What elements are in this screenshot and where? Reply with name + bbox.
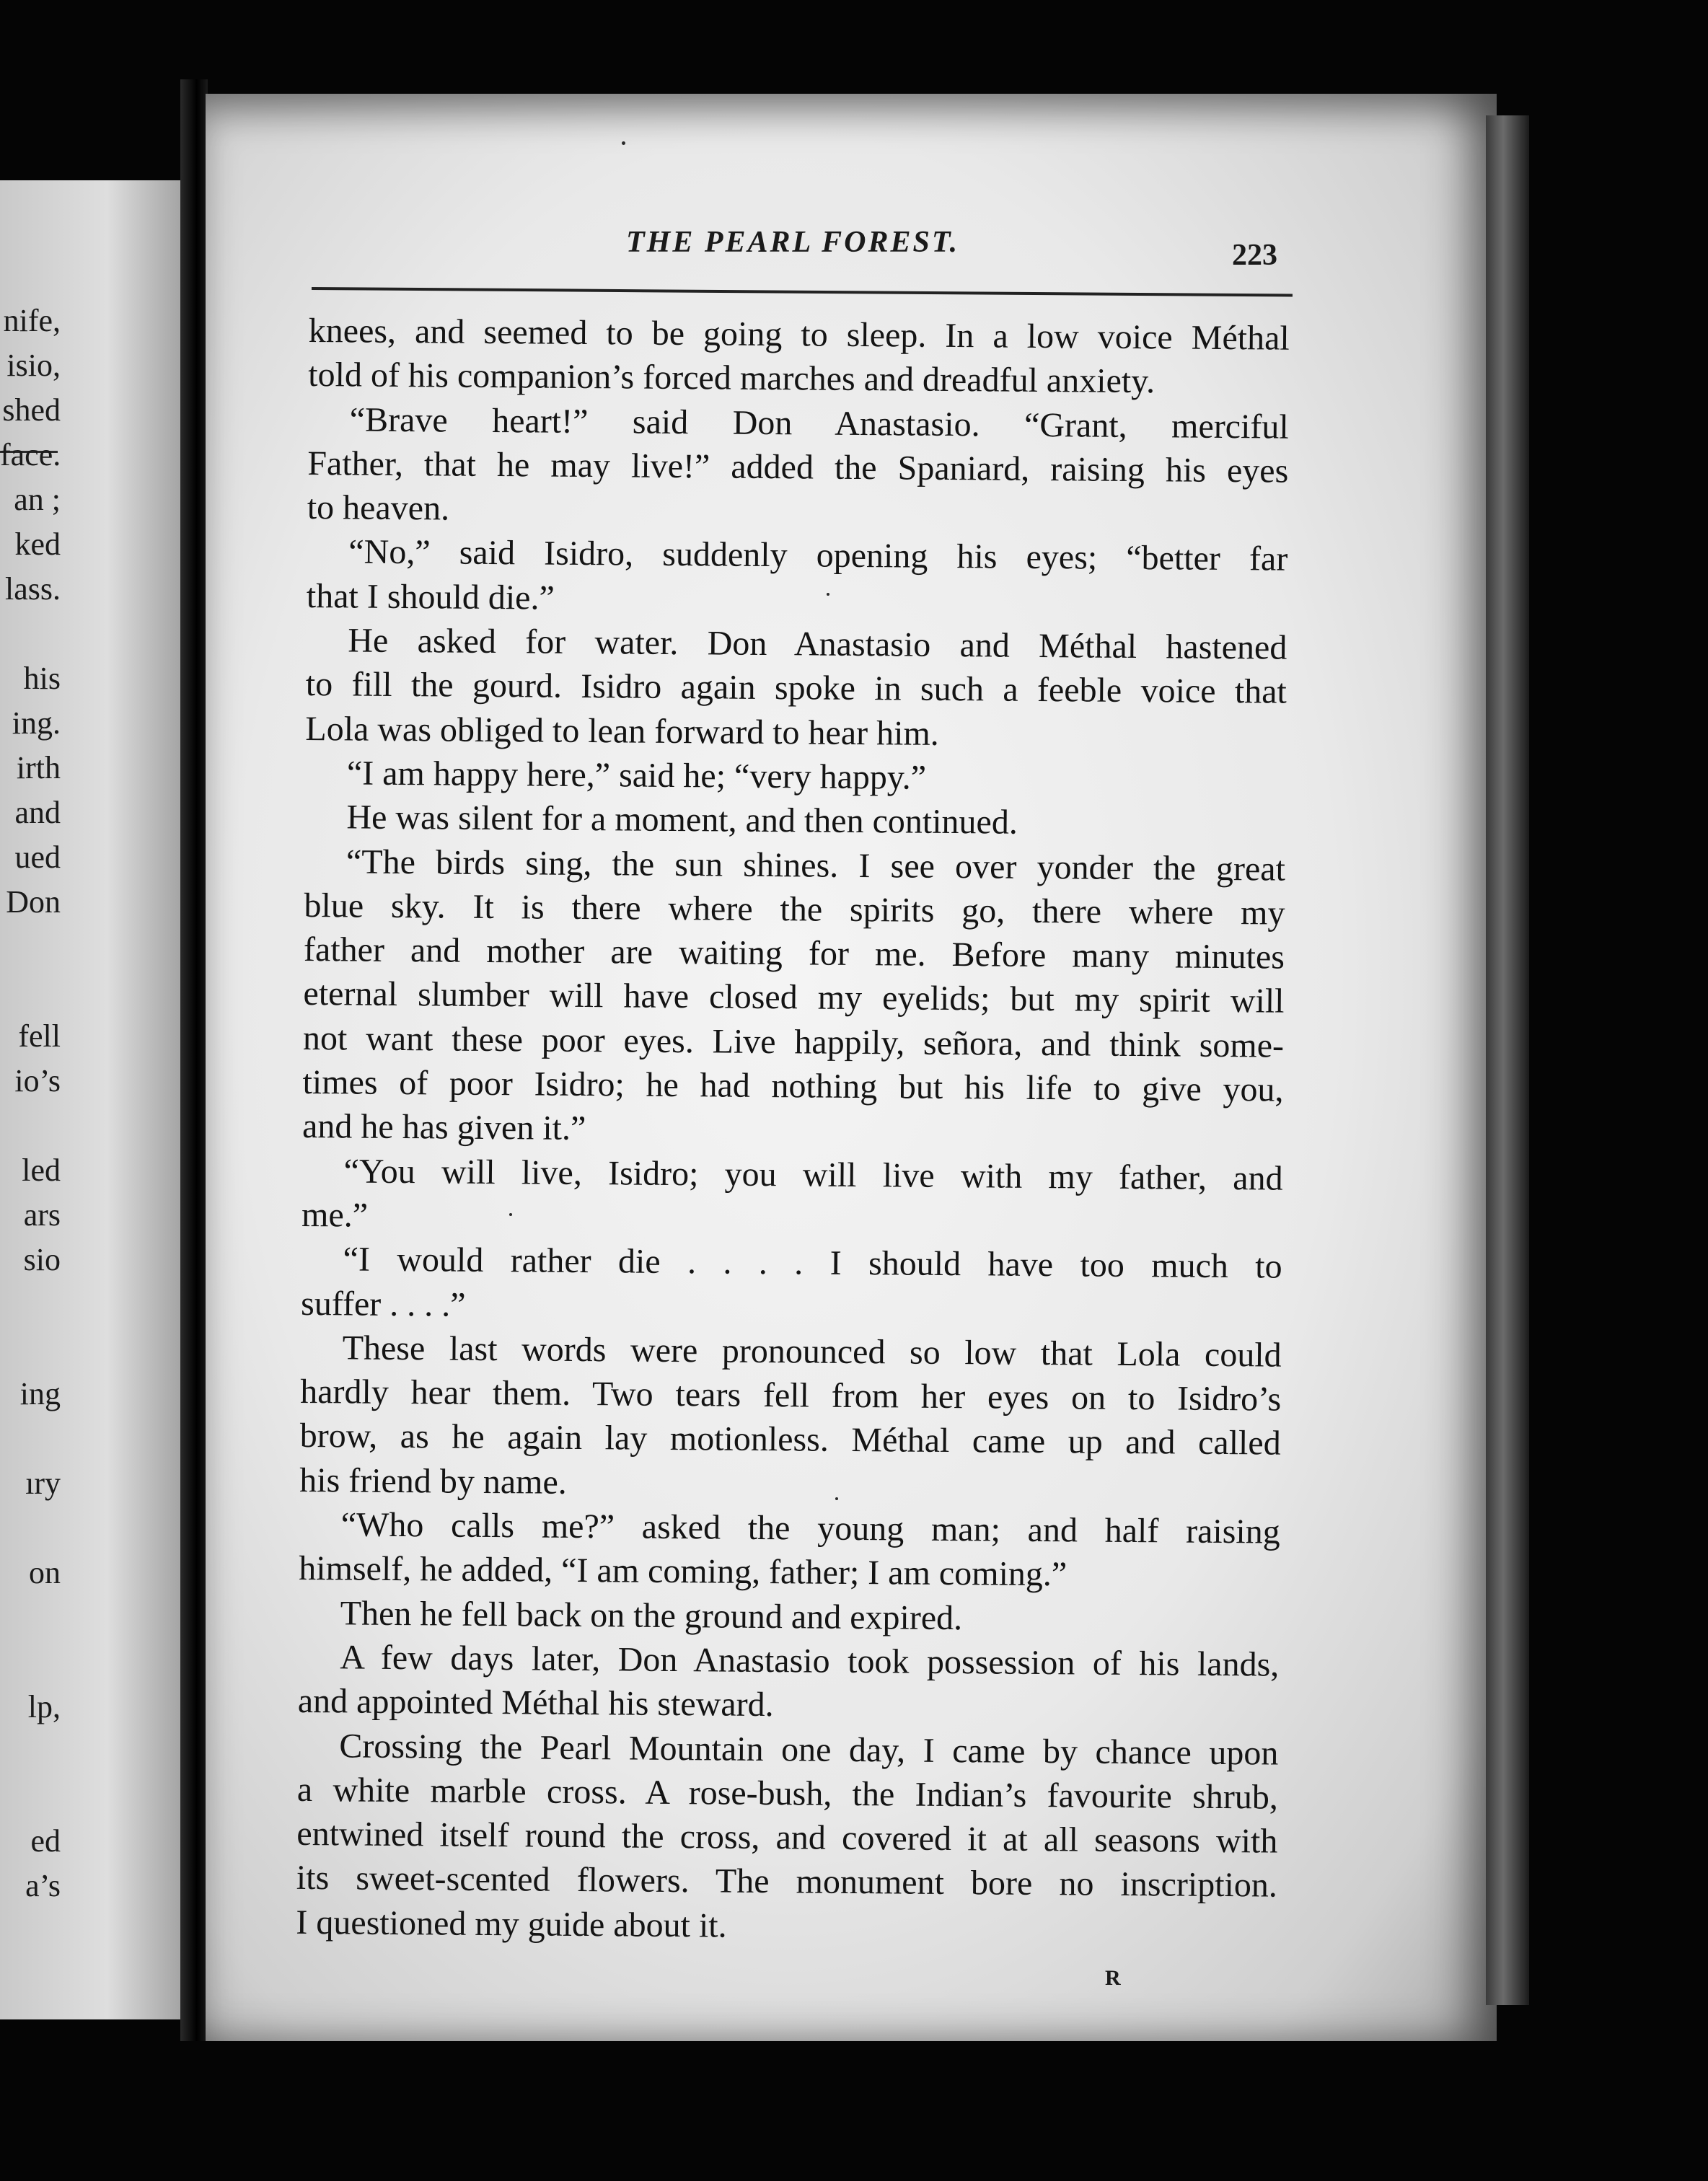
right-page-edge-shadow [1486, 115, 1529, 2005]
text-line: “I would rather die . . . . I should have too much to [343, 1240, 1282, 1286]
body-text [296, 309, 1290, 1952]
text-line: “Who calls me?” asked the young man; and half raising [340, 1505, 1280, 1551]
text-line: to heaven. [307, 488, 450, 528]
signature-mark: R [1105, 1966, 1121, 1990]
left-page-fragment: sio [23, 1242, 61, 1277]
text-line: blue sky. It is there where the spirits go, there where my [304, 886, 1285, 933]
text-line: entwined itself round the cross, and covered it at all seasons with [296, 1815, 1278, 1861]
left-page-fragment: isio, [6, 348, 61, 383]
left-page-fragment: ıry [25, 1466, 61, 1501]
print-speck [622, 141, 625, 145]
text-line: I questioned my guide about it. [296, 1903, 727, 1945]
text-line: Father, that he may live!” added the Spaniard, raising his eyes [307, 444, 1289, 490]
text-line: “You will live, Isidro; you will live with my father, and [343, 1152, 1283, 1198]
left-page-fragment: ued [14, 840, 61, 875]
text-line: not want these poor eyes. Live happily, señora, and think some- [302, 1018, 1285, 1065]
text-line: “Brave heart!” said Don Anastasio. “Grant, merciful [349, 400, 1289, 446]
left-page-fragment: an ; [14, 482, 61, 517]
text-line: father and mother are waiting for me. Before many minutes [303, 930, 1285, 977]
left-page-fragment: and [14, 795, 61, 830]
text-line: eternal slumber will have closed my eyelids; but my spirit will [303, 974, 1285, 1021]
print-speck [827, 593, 829, 596]
text-line: brow, as he again lay motionless. Méthal came up and called [299, 1416, 1281, 1463]
text-line: told of his companion’s forced marches and dreadful anxiety. [308, 356, 1155, 401]
left-page-fragment: Don [6, 884, 61, 920]
text-line: “I am happy here,” said he; “very happy.” [346, 754, 927, 797]
text-line: his friend by name. [299, 1460, 568, 1502]
left-page-fragment: face. [0, 437, 61, 472]
text-line: He was silent for a moment, and then continued. [346, 798, 1018, 842]
book-gutter [180, 79, 208, 2041]
left-page-fragment: io’s [14, 1063, 61, 1098]
print-speck [835, 1497, 838, 1500]
text-line: hardly hear them. Two tears fell from her eyes on to Isidro’s [299, 1373, 1282, 1419]
text-line: These last words were pronounced so low that Lola could [342, 1329, 1282, 1375]
left-page-fragment: fell [18, 1018, 61, 1054]
left-page-fragment: lp, [27, 1689, 61, 1724]
text-line: to fill the gourd. Isidro again spoke in such a feeble voice that [305, 665, 1287, 712]
left-page-fragment: on [29, 1555, 61, 1590]
text-line: and he has given it.” [301, 1107, 586, 1148]
text-line: “The birds sing, the sun shines. I see over yonder the great [345, 842, 1286, 889]
text-line: a white marble cross. A rose-bush, the Indian’s favourite shrub, [296, 1770, 1279, 1817]
text-line: Lola was obliged to lean forward to hear him. [305, 709, 939, 753]
left-page-fragment: ked [14, 526, 61, 562]
text-line: suffer . . . .” [300, 1284, 466, 1324]
left-page-fragment: ed [30, 1823, 61, 1859]
left-page-fragment: ing. [12, 705, 61, 741]
text-line: that I should die.” [306, 576, 555, 617]
text-line: its sweet-scented flowers. The monument bore no inscription. [296, 1859, 1278, 1905]
text-line: He asked for water. Don Anastasio and Méthal hastened [348, 621, 1287, 667]
left-page-fragment: lass. [5, 571, 61, 607]
running-head: THE PEARL FOREST. [626, 226, 960, 259]
left-page-fragment: ing [19, 1376, 61, 1411]
left-page-fragment: shed [2, 392, 61, 428]
text-line: and appointed Méthal his steward. [297, 1682, 774, 1724]
text-line: himself, he added, “I am coming, father; I am coming.” [299, 1549, 1068, 1594]
left-page-fragment: nife, [3, 303, 61, 338]
text-line: me.” [301, 1195, 369, 1235]
print-speck [509, 1213, 512, 1216]
text-line: A few days later, Don Anastasio took possession of his lands, [340, 1638, 1280, 1684]
text-line: “No,” said Isidro, suddenly opening his eyes; “better far [348, 532, 1288, 579]
text-line: knees, and seemed to be going to sleep. In a low voice Méthal [308, 311, 1290, 358]
text-line: Crossing the Pearl Mountain one day, I came by chance upon [339, 1726, 1279, 1773]
page-number: 223 [1232, 239, 1277, 272]
left-page-fragment: a’s [25, 1868, 61, 1903]
text-line: times of poor Isidro; he had nothing but his life to give you, [302, 1063, 1284, 1109]
text-line: Then he fell back on the ground and expired. [340, 1594, 963, 1637]
left-page-fragment: his [23, 661, 61, 696]
left-page-fragment: led [22, 1153, 61, 1188]
left-page-fragment: irth [16, 750, 61, 785]
left-page-fragment: ars [23, 1197, 61, 1233]
left-page-edge [0, 180, 195, 2019]
